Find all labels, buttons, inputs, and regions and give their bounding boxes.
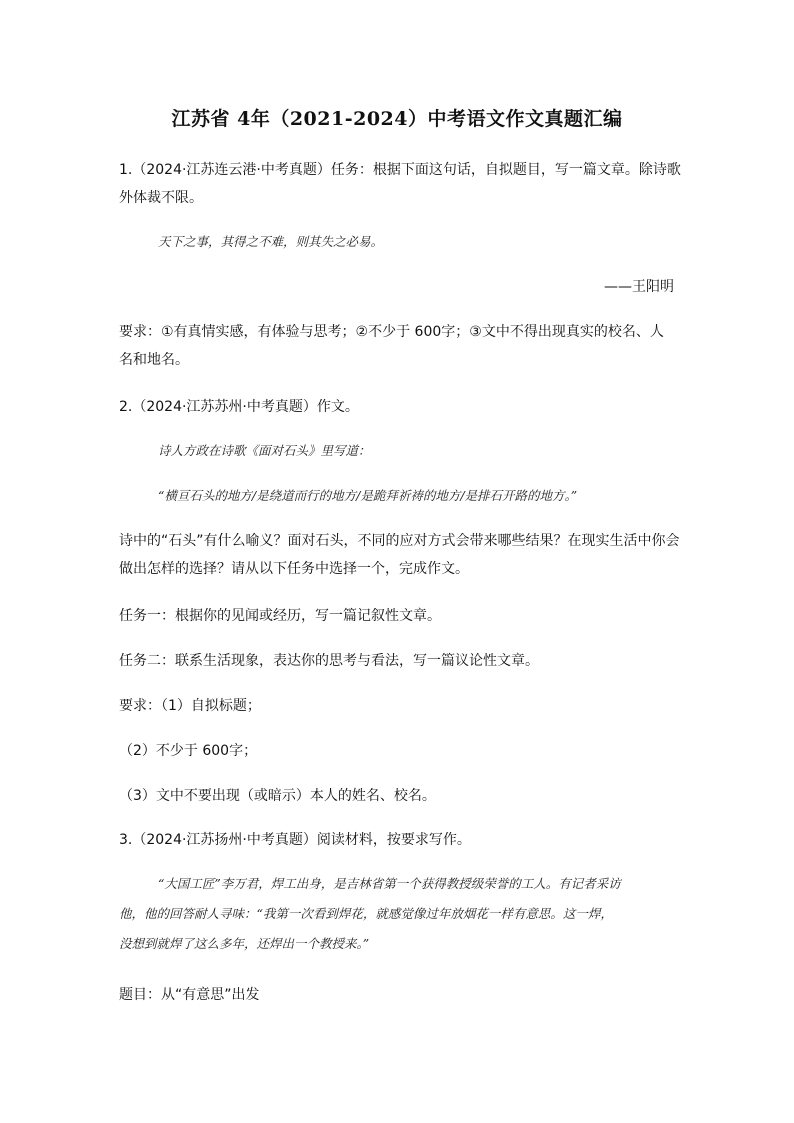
q1-quote-author: ——王阳明 (604, 279, 674, 295)
q1-requirements-line2: 名和地名。 (119, 352, 189, 368)
q3-topic: 题目：从“有意思”出发 (119, 987, 260, 1003)
q1-requirements-line1: 要求：①有真情实感，有体验与思考；②不少于 600字；③文中不得出现真实的校名、人 (119, 324, 664, 340)
q3-prompt: 3.（2024·江苏扬州·中考真题）阅读材料，按要求写作。 (119, 832, 471, 848)
q2-requirement-2: （2）不少于 600字； (119, 743, 258, 759)
q2-requirement-1: 要求：（1）自拟标题； (119, 698, 261, 714)
q3-material-line1: “大国工匠”李万君，焊工出身，是吉林省第一个获得教授级荣誉的工人。有记者采访 (158, 876, 621, 891)
q1-prompt-line1: 1.（2024·江苏连云港·中考真题）任务：根据下面这句话，自拟题目，写一篇文章。除诗歌 (119, 162, 681, 178)
q1-quote: 天下之事，其得之不难，则其失之必易。 (158, 234, 384, 249)
q1-prompt-line2: 外体裁不限。 (119, 190, 203, 206)
q3-material-line3: 没想到就焊了这么多年，还焊出一个教授来。” (119, 936, 370, 951)
q2-quote-intro: 诗人方政在诗歌《面对石头》里写道： (158, 443, 371, 458)
q2-requirement-3: （3）文中不要出现（或暗示）本人的姓名、校名。 (119, 788, 436, 804)
q2-paragraph-line2: 做出怎样的选择？请从以下任务中选择一个，完成作文。 (119, 561, 469, 577)
q2-prompt: 2.（2024·江苏苏州·中考真题）作文。 (119, 399, 359, 415)
document-title: 江苏省 4年（2021-2024）中考语文作文真题汇编 (171, 108, 623, 130)
q2-paragraph-line1: 诗中的“石头”有什么喻义？面对石头，不同的应对方式会带来哪些结果？在现实生活中你会 (119, 533, 680, 549)
q2-quote-poem: “横亘石头的地方/是绕道而行的地方/是跪拜祈祷的地方/是排石开路的地方。” (158, 488, 578, 503)
q2-task-one: 任务一：根据你的见闻或经历，写一篇记叙性文章。 (119, 608, 441, 624)
q2-task-two: 任务二：联系生活现象，表达你的思考与看法，写一篇议论性文章。 (119, 653, 539, 669)
q3-material-line2: 他，他的回答耐人寻味：“我第一次看到焊花，就感觉像过年放烟花一样有意思。这一焊， (119, 906, 613, 921)
